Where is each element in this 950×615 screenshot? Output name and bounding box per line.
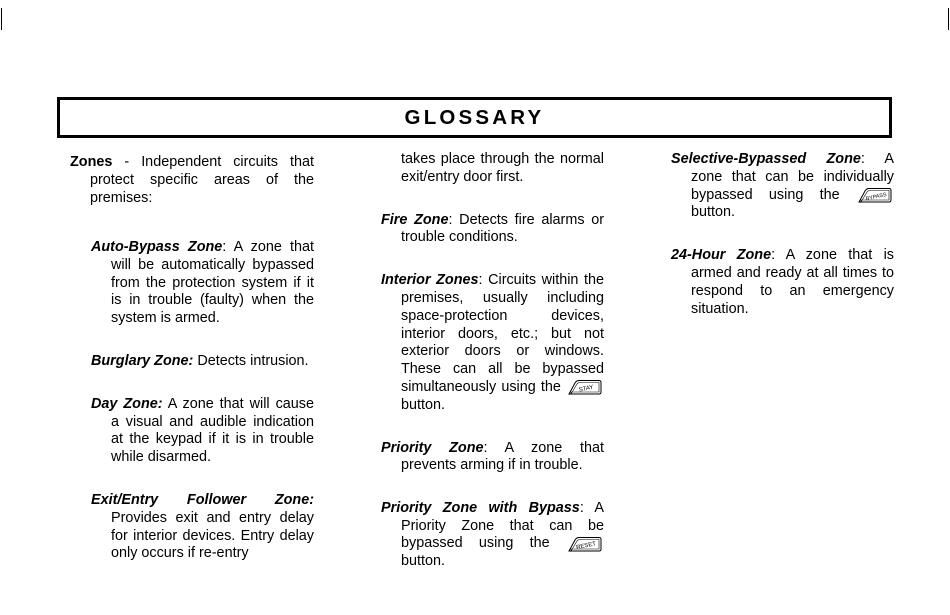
entry-exit-entry-follower-zone — [91, 492, 314, 563]
definition-fire-zone: Detects fire alarms or trouble conditions. — [401, 211, 605, 246]
entry-24-hour-zone: 24-Hour Zone: A zone that is armed and ready at all times to respond to an emergency situation. — [671, 247, 894, 317]
left-margin-mark — [1, 8, 2, 30]
entry-interior-zones: Interior Zones: Circuits within the premises, usually including space-protection devices, interior doors, etc.; but not exterior doors or windows. These can all be bypassed simultaneously using the STAY button. — [381, 272, 605, 413]
bypass-key-icon — [858, 187, 892, 203]
term-priority-zone: Priority Zone — [381, 439, 484, 456]
glossary-column-1 — [70, 154, 314, 207]
definition-burglary-zone: Detects intrusion. — [197, 352, 309, 369]
term-exit-entry-follower-zone: Exit/Entry Follower Zone: — [91, 491, 314, 508]
term-selective-bypassed-zone: Selective-Bypassed Zone — [671, 151, 861, 167]
entry-priority-zone: Priority Zone: A zone that prevents arming if in trouble. — [381, 439, 605, 474]
term-burglary-zone: Burglary Zone: — [91, 352, 194, 369]
stay-key-label: STAY — [578, 384, 595, 394]
term-fire-zone: Fire Zone — [381, 211, 449, 228]
term-day-zone: Day Zone: — [91, 395, 163, 412]
definition-interior-zones: Circuits within the premises, usually including space-protection devices, interior doors, etc.; but not exterior doors or windows. These can all be bypassed simultaneously using the — [401, 272, 605, 395]
reset-key-label: RESET — [575, 540, 597, 551]
term-zones: Zones — [70, 154, 113, 170]
page-title: GLOSSARY — [404, 106, 545, 129]
entry-auto-bypass-zone: Auto-Bypass Zone: A zone that will be automatically bypassed from the protection system if it is in trouble (faulty) when the system is armed. — [91, 239, 315, 327]
definition-selective-bypassed-zone: A zone that can be individually bypassed using the — [691, 151, 894, 203]
entry-selective-bypassed-zone: Selective-Bypassed Zone: A zone that can be individually bypassed using the BYPASS button. — [671, 151, 894, 221]
entry-zones: Zones - Independent circuits that protect specific areas of the premises: — [70, 154, 314, 206]
definition-priority-zone: A zone that prevents arming if in trouble. — [401, 439, 605, 474]
definition-24-hour-zone: A zone that is armed and ready at all times to respond to an emergency situation. — [691, 247, 894, 317]
glossary-column-3 — [671, 151, 894, 318]
definition-exit-entry-follower-zone: Provides exit and entry delay for interior devices. Entry delay only occurs if re-entry — [111, 509, 314, 562]
definition-auto-bypass-zone: A zone that will be automatically bypassed from the protection system if it is in trouble (faulty) when the system is armed. — [111, 239, 315, 327]
definition-priority-zone-with-bypass: A Priority Zone that can be bypassed using the — [401, 500, 604, 552]
definition-zones: Independent circuits that protect specific areas of the premises: — [90, 154, 314, 206]
stay-key-icon — [568, 379, 602, 395]
glossary-header — [57, 97, 892, 138]
definition-exit-entry-continued: takes place through the normal exit/entry door first. — [401, 151, 604, 185]
entry-fire-zone: Fire Zone: Detects fire alarms or trouble conditions. — [381, 211, 605, 246]
glossary-subcolumn-1 — [91, 239, 314, 563]
glossary-column-2 — [381, 151, 604, 571]
definition-day-zone: A zone that will cause a visual and audible indication at the keypad if it is in trouble while disarmed. — [111, 395, 314, 466]
term-24-hour-zone: 24-Hour Zone — [671, 247, 772, 264]
bypass-key-label: BYPASS — [865, 191, 888, 203]
right-margin-mark — [948, 8, 949, 30]
term-priority-zone-with-bypass: Priority Zone with Bypass — [381, 500, 580, 517]
term-interior-zones: Interior Zones — [381, 272, 479, 289]
entry-burglary-zone — [91, 353, 314, 371]
entry-priority-zone-with-bypass: Priority Zone with Bypass: A Priority Zone that can be bypassed using the RESET button. — [381, 500, 604, 569]
reset-key-icon — [568, 536, 602, 552]
entry-day-zone — [91, 396, 314, 467]
term-auto-bypass-zone: Auto-Bypass Zone — [91, 239, 223, 255]
